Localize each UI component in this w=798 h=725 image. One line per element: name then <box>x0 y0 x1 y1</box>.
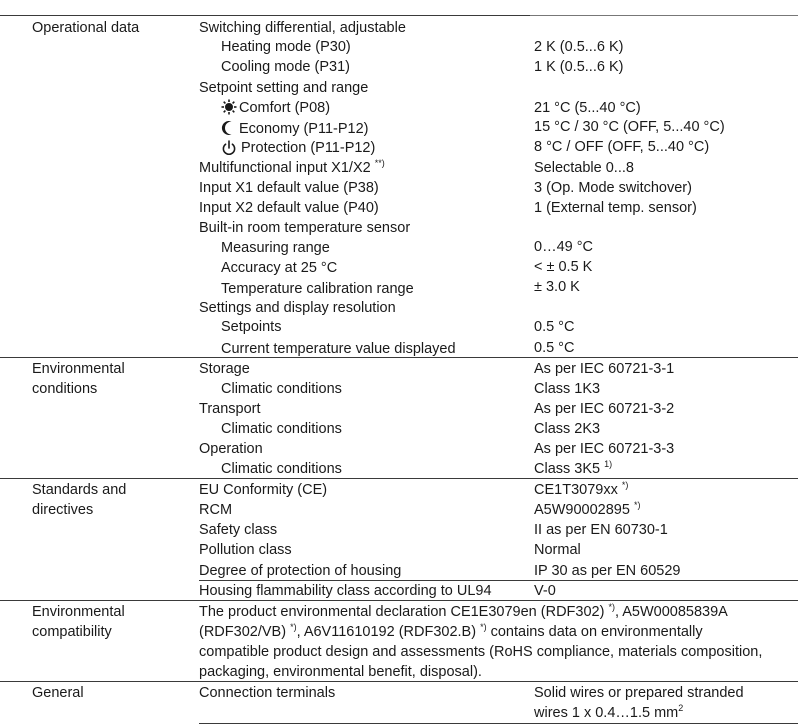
calibration-value: ± 3.0 K <box>534 279 580 295</box>
accuracy-value: < ± 0.5 K <box>534 259 593 275</box>
economy-label: Economy (P11-P12) <box>239 121 369 137</box>
transport-label: Transport <box>199 401 261 417</box>
section-divider <box>0 681 798 682</box>
setpoints-value: 0.5 °C <box>534 319 575 335</box>
section-divider <box>0 478 798 479</box>
transport-value: As per IEC 60721-3-2 <box>534 401 675 417</box>
operation-climatic-label: Climatic conditions <box>221 461 342 477</box>
operation-label: Operation <box>199 441 263 457</box>
power-icon <box>221 140 237 156</box>
input-x2-label: Input X2 default value (P40) <box>199 200 379 216</box>
section-divider <box>0 357 798 358</box>
category-standards-2: directives <box>32 502 94 518</box>
flammability-value: V-0 <box>534 583 556 599</box>
protection-value: 8 °C / OFF (OFF, 5...40 °C) <box>534 139 710 155</box>
cooling-mode-label: Cooling mode (P31) <box>221 59 350 75</box>
multifunctional-label: Multifunctional input X1/X2 **) <box>199 158 385 176</box>
rcm-value: A5W90002895 *) <box>534 500 641 518</box>
economy-value: 15 °C / 30 °C (OFF, 5...40 °C) <box>534 119 725 135</box>
cooling-mode-value: 1 K (0.5...6 K) <box>534 59 624 75</box>
connection-terminals-label: Connection terminals <box>199 685 336 701</box>
environmental-declaration-paragraph: The product environmental declaration CE1E3079en (RDF302) *), A5W00085839A (RDF302/VB) *), A6V11610192 (RDF302.B) *) contains data on environmentally compatible product design and assessments (RoHS compliance, materials composition, packaging, environmental benefit, disposal). <box>199 602 763 680</box>
rcm-note: *) <box>633 500 641 510</box>
category-environmental-2: conditions <box>32 381 98 397</box>
connection-terminals-value-1: Solid wires or prepared stranded <box>534 685 744 701</box>
input-x1-label: Input X1 default value (P38) <box>199 180 379 196</box>
current-temp-label: Current temperature value displayed <box>221 341 456 357</box>
category-environmental-1: Environmental <box>32 361 125 377</box>
category-compatibility-2: compatibility <box>32 624 112 640</box>
sun-icon <box>221 99 237 115</box>
category-general: General <box>32 685 84 701</box>
protection-degree-label: Degree of protection of housing <box>199 563 402 579</box>
eu-conformity-label: EU Conformity (CE) <box>199 482 328 498</box>
heating-mode-label: Heating mode (P30) <box>221 39 351 55</box>
heating-mode-value: 2 K (0.5...6 K) <box>534 39 624 55</box>
flammability-label: Housing flammability class according to UL94 <box>199 583 492 599</box>
comfort-label: Comfort (P08) <box>239 100 331 116</box>
protection-degree-value: IP 30 as per EN 60529 <box>534 563 681 579</box>
storage-climatic-label: Climatic conditions <box>221 381 342 397</box>
bottom-rule <box>199 723 798 724</box>
input-x1-value: 3 (Op. Mode switchover) <box>534 180 692 196</box>
setpoint-setting-label: Setpoint setting and range <box>199 80 369 96</box>
input-x2-value: 1 (External temp. sensor) <box>534 200 697 216</box>
accuracy-label: Accuracy at 25 °C <box>221 260 338 276</box>
multifunctional-value: Selectable 0...8 <box>534 160 634 176</box>
operation-climatic-note: 1) <box>604 459 613 469</box>
storage-label: Storage <box>199 361 250 377</box>
eu-conformity-value: CE1T3079xx *) <box>534 480 629 498</box>
operation-climatic-value: Class 3K5 $^{1)}$ <box>534 459 613 477</box>
rcm-label: RCM <box>199 502 233 518</box>
multifunctional-note: **) <box>374 158 385 168</box>
mm2-sup: 2 <box>678 703 684 713</box>
pollution-class-value: Normal <box>534 542 581 558</box>
pollution-class-label: Pollution class <box>199 542 292 558</box>
calibration-label: Temperature calibration range <box>221 281 414 297</box>
connection-terminals-value-2: wires 1 x 0.4…1.5 $mm^2$ <box>534 703 684 721</box>
measuring-range-label: Measuring range <box>221 240 330 256</box>
setpoints-label: Setpoints <box>221 319 282 335</box>
category-standards-1: Standards and <box>32 482 127 498</box>
builtin-sensor-label: Built-in room temperature sensor <box>199 220 411 236</box>
storage-value: As per IEC 60721-3-1 <box>534 361 675 377</box>
category-operational: Operational data <box>32 20 140 36</box>
transport-climatic-value: Class 2K3 <box>534 421 601 437</box>
operation-value: As per IEC 60721-3-3 <box>534 441 675 457</box>
safety-class-label: Safety class <box>199 522 278 538</box>
storage-climatic-value: Class 1K3 <box>534 381 601 397</box>
section-divider <box>0 600 798 601</box>
current-temp-value: 0.5 °C <box>534 340 575 356</box>
safety-class-value: II as per EN 60730-1 <box>534 522 668 538</box>
top-rule-short <box>530 15 798 16</box>
protection-label: Protection (P11-P12) <box>241 140 376 156</box>
measuring-range-value: 0…49 °C <box>534 239 593 255</box>
moon-icon <box>221 120 237 136</box>
switching-diff-label: Switching differential, adjustable <box>199 20 406 36</box>
category-compatibility-1: Environmental <box>32 604 125 620</box>
resolution-label: Settings and display resolution <box>199 300 396 316</box>
transport-climatic-label: Climatic conditions <box>221 421 342 437</box>
comfort-value: 21 °C (5...40 °C) <box>534 100 641 116</box>
eu-conformity-note: *) <box>621 480 629 490</box>
